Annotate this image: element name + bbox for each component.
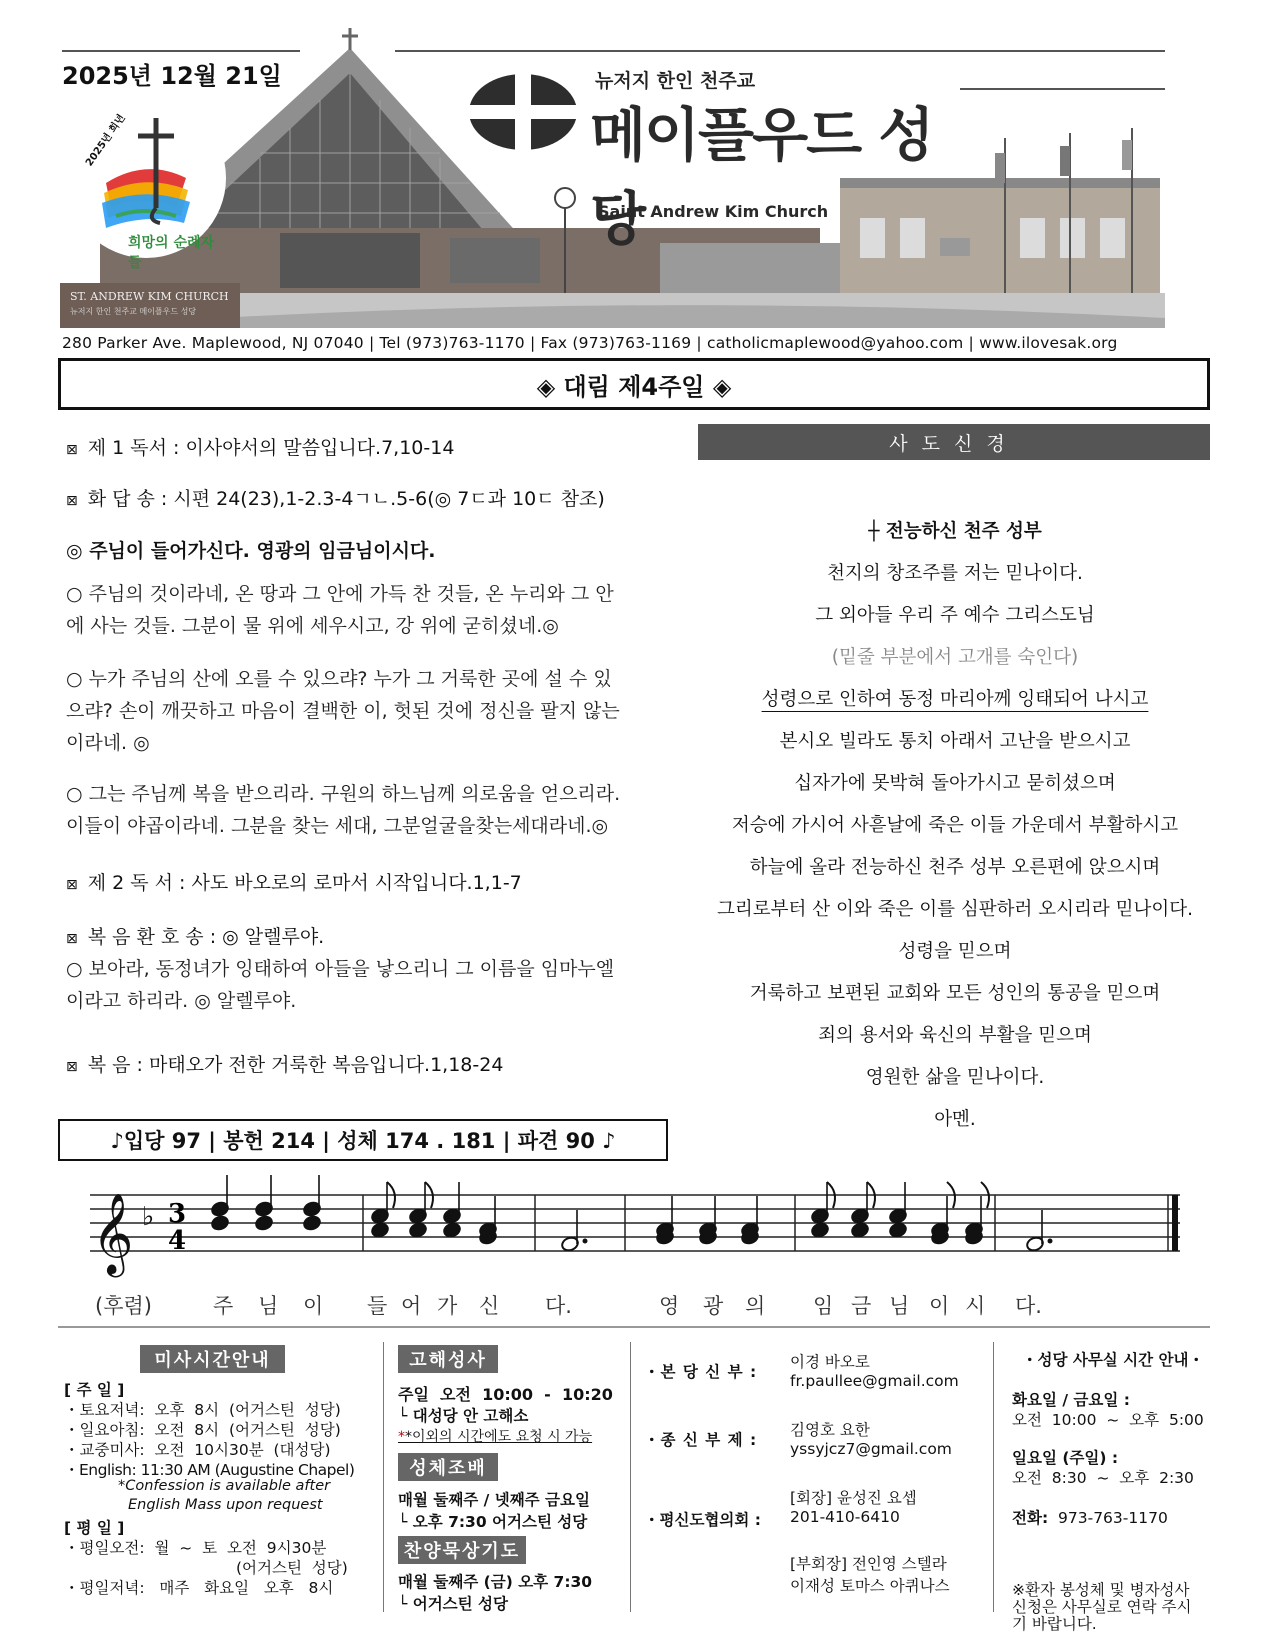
contact-address-bar: 280 Parker Ave. Maplewood, NJ 07040 | Tel (973)763-1170 | Fax (973)763-1169 | catholicmaplewood@yahoo.com | www.ilovesak.org: [62, 334, 1118, 352]
church-name-ko: 메이플우드 성당: [590, 101, 933, 253]
mass-time-item: ・평일오전: 월 ~ 토 오전 9시30분: [64, 1539, 327, 1557]
office-note: ※환자 봉성체 및 병자성사 신청은 사무실로 연락 주시 기 바랍니다.: [1012, 1581, 1192, 1633]
sunday-label: [ 주 일 ]: [64, 1381, 125, 1399]
confession-time: 주일 오전 10:00 - 10:20: [398, 1385, 613, 1404]
council-phone: 201-410-6410: [790, 1508, 900, 1526]
lyric: 어: [401, 1294, 422, 1318]
mass-times-heading: 미사시간안내: [140, 1345, 285, 1373]
lyric: 들: [367, 1294, 388, 1318]
jubilee-logo: [66, 98, 226, 271]
mass-time-item: (어거스틴 성당): [236, 1559, 348, 1577]
psalm: ⊠ 화 답 송 : 시편 24(23),1-2.3-4ㄱㄴ.5-6(◎ 7ㄷ과 10ㄷ 참조): [66, 488, 605, 510]
lyric: 시: [965, 1294, 986, 1318]
church-name-en: Saint Andrew Kim Church: [598, 202, 829, 221]
lyric: 님: [258, 1294, 279, 1318]
creed-line: 성령을 믿으며: [898, 941, 1012, 962]
time-signature-top: 3: [168, 1199, 187, 1229]
footer-column-divider: [630, 1342, 631, 1612]
praise-schedule: 매월 둘째주 (금) 오후 7:30: [398, 1573, 593, 1591]
creed-line: 죄의 용서와 육신의 부활을 믿으며: [818, 1025, 1092, 1046]
lyric: 다.: [545, 1294, 572, 1318]
creed-line: 그 외아들 우리 주 예수 그리스도님: [815, 605, 1095, 626]
time-signature-bottom: 4: [168, 1226, 187, 1256]
alleluia-heading: ⊠ 복 음 환 호 송 : ◎ 알렐루야.: [66, 926, 325, 948]
creed-line: ┼ 전능하신 천주 성부: [868, 521, 1042, 542]
lyric: 이: [303, 1294, 324, 1318]
note-head: [254, 1215, 273, 1232]
second-reading: ⊠ 제 2 독 서 : 사도 바오로의 로마서 시작입니다.1,1-7: [66, 872, 522, 894]
lyric: 주: [213, 1294, 234, 1318]
council-vice: [부회장] 전인영 스텔라: [790, 1555, 947, 1573]
office-tf-hours: 오전 10:00 ~ 오후 5:00: [1012, 1411, 1204, 1429]
sunday-title: ◈ 대림 제4주일 ◈: [58, 358, 1210, 410]
mass-time-item: ・일요아침: 오전 8시 (어거스틴 성당): [64, 1421, 341, 1439]
creed-line: 저승에 가시어 사흗날에 죽은 이들 가운데서 부활하시고: [731, 815, 1179, 836]
lyric: 임: [813, 1294, 834, 1318]
confession-extra-note: **이외의 시간에도 요청 시 가능: [398, 1429, 593, 1445]
office-tf-label: 화요일 / 금요일 :: [1012, 1391, 1130, 1409]
office-sun-label: 일요일 (주일) :: [1012, 1449, 1119, 1467]
pastor-name: 이경 바오로: [790, 1353, 870, 1371]
mass-time-item: ・English: 11:30 AM (Augustine Chapel): [64, 1461, 355, 1479]
footer-divider: [58, 1326, 1210, 1328]
adoration-heading: 성체조배: [398, 1453, 498, 1481]
praise-heading: 찬양묵상기도: [398, 1536, 526, 1564]
bulletin-date: 2025년 12월 21일: [62, 62, 282, 90]
creed-line: 영원한 삶을 믿나이다.: [865, 1067, 1045, 1088]
footer-column-divider: [993, 1342, 994, 1612]
creed-line: 십자가에 못박혀 돌아가시고 묻히셨으며: [794, 773, 1116, 794]
council-vice: 이재성 토마스 아퀴나스: [790, 1577, 950, 1595]
photo-sign: ST. ANDREW KIM CHURCH: [70, 290, 229, 303]
weekday-label: [ 평 일 ]: [64, 1519, 125, 1537]
lyric: 광: [703, 1294, 724, 1318]
council-label: ・평신도협의회 :: [644, 1511, 761, 1529]
note-head: [888, 1222, 907, 1239]
creed-heading: 사도신경: [698, 424, 1210, 460]
music-staff: [60, 1165, 1200, 1280]
note-head: [810, 1222, 829, 1239]
parish-subtitle: 뉴저지 한인 천주교: [595, 70, 756, 92]
pastor-label: ・본 당 신 부 :: [644, 1363, 758, 1381]
confession-note: *Confession is available after: [118, 1478, 331, 1494]
pastor-email[interactable]: fr.paullee@gmail.com: [790, 1372, 959, 1390]
note-head: [210, 1215, 229, 1232]
psalm-response: ◎ 주님이 들어가신다. 영광의 임금님이시다.: [66, 540, 436, 562]
mass-time-item: ・토요저녁: 오후 8시 (어거스틴 성당): [64, 1401, 341, 1419]
lyric: 금: [851, 1294, 872, 1318]
deacon-name: 김영호 요한: [790, 1421, 870, 1439]
jubilee-year: 2025년 희년: [83, 112, 128, 169]
office-heading: ・성당 사무실 시간 안내・: [1022, 1351, 1204, 1369]
note-dot: [1048, 1239, 1053, 1244]
flat-icon: ♭: [142, 1202, 155, 1232]
lyric: 신: [479, 1294, 500, 1318]
adoration-schedule: 매월 둘째주 / 넷째주 금요일: [398, 1491, 590, 1509]
confession-heading: 고해성사: [398, 1345, 498, 1373]
psalm-verse-1: ○ 주님의 것이라네, 온 땅과 그 안에 가득 찬 것들, 온 누리와 그 안 에 사는 것들. 그분이 물 위에 세우시고, 강 위에 굳히셨네.◎: [66, 583, 614, 637]
lyric: (후렴): [95, 1294, 152, 1318]
creed-line: 거룩하고 보편된 교회와 모든 성인의 통공을 믿으며: [749, 983, 1161, 1004]
bullet-icon: ⊠: [66, 493, 78, 509]
parish-cross-logo-icon: [468, 72, 578, 152]
note-dot: [583, 1239, 588, 1244]
psalm-verse-3: ○ 그는 주님께 복을 받으리라. 구원의 하느님께 의로움을 얻으리라. 이들이 야곱이라네. 그분을 찾는 세대, 그분얼굴을찾는세대라네.◎: [66, 783, 621, 837]
lyric: 영: [659, 1294, 680, 1318]
treble-clef-icon: 𝄞: [92, 1192, 134, 1274]
photo-sign-ko: 뉴저지 한인 천주교 메이플우드 성당: [70, 307, 197, 316]
council-president: [회장] 윤성진 요셉: [790, 1489, 917, 1507]
lyric: 다.: [1015, 1294, 1042, 1318]
creed-line-underlined: 성령으로 인하여 동정 마리아께 잉태되어 나시고: [761, 689, 1149, 710]
creed-instruction: (밑줄 부분에서 고개를 숙인다): [831, 647, 1079, 668]
note-head: [370, 1222, 389, 1239]
deacon-label: ・종 신 부 제 :: [644, 1431, 758, 1449]
confession-note: English Mass upon request: [128, 1497, 323, 1513]
bullet-icon: ⊠: [66, 1059, 78, 1075]
lyric: 의: [745, 1294, 766, 1318]
note-head: [850, 1222, 869, 1239]
music-notes: [210, 1175, 1052, 1252]
hymn-numbers: ♪입당 97 | 봉헌 214 | 성체 174 . 181 | 파견 90 ♪: [58, 1119, 668, 1161]
creed-line: 본시오 빌라도 통치 아래서 고난을 받으시고: [779, 731, 1131, 752]
lyric: 이: [929, 1294, 950, 1318]
psalm-verse-2: ○ 누가 주님의 산에 오를 수 있으랴? 누가 그 거룩한 곳에 설 수 있 으랴? 손이 깨끗하고 마음이 결백한 이, 헛된 것에 정신을 팔지 않는 이라네. ◎: [66, 668, 620, 754]
bullet-icon: ⊠: [66, 442, 78, 458]
creed-line: 그리로부터 산 이와 죽은 이를 심판하러 오시리라 믿나이다.: [717, 899, 1193, 920]
gospel: ⊠ 복 음 : 마태오가 전한 거룩한 복음입니다.1,18-24: [66, 1054, 504, 1076]
footer-column-divider: [383, 1342, 384, 1612]
bullet-icon: ⊠: [66, 877, 78, 893]
lyric: 가: [437, 1294, 458, 1318]
confession-place: └ 대성당 안 고해소: [398, 1407, 529, 1425]
alleluia-verse: ○ 보아라, 동정녀가 잉태하여 아들을 낳으리니 그 이름을 임마누엘 이라고 하리라. ◎ 알렐루야.: [66, 958, 615, 1012]
lyric: 님: [889, 1294, 910, 1318]
note-head: [442, 1222, 461, 1239]
adoration-place: └ 오후 7:30 어거스틴 성당: [398, 1513, 588, 1531]
jubilee-text: 희망의 순례자들: [128, 235, 215, 271]
creed-line: 아멘.: [934, 1109, 976, 1130]
creed-line: 하늘에 올라 전능하신 천주 성부 오른편에 앉으시며: [749, 857, 1161, 878]
first-reading: ⊠ 제 1 독서 : 이사야서의 말씀입니다.7,10-14: [66, 437, 455, 459]
office-phone: 전화: 973-763-1170: [1012, 1509, 1168, 1527]
bullet-icon: ⊠: [66, 931, 78, 947]
deacon-email[interactable]: yssyjcz7@gmail.com: [790, 1440, 952, 1458]
office-sun-hours: 오전 8:30 ~ 오후 2:30: [1012, 1469, 1194, 1487]
mass-time-item: ・교중미사: 오전 10시30분 (대성당): [64, 1441, 331, 1459]
mass-time-item: ・평일저녁: 매주 화요일 오후 8시: [64, 1579, 334, 1597]
creed-line: 천지의 창조주를 저는 믿나이다.: [827, 563, 1083, 584]
note-head: [408, 1222, 427, 1239]
praise-place: └ 어거스틴 성당: [398, 1595, 508, 1613]
note-head: [302, 1215, 321, 1232]
